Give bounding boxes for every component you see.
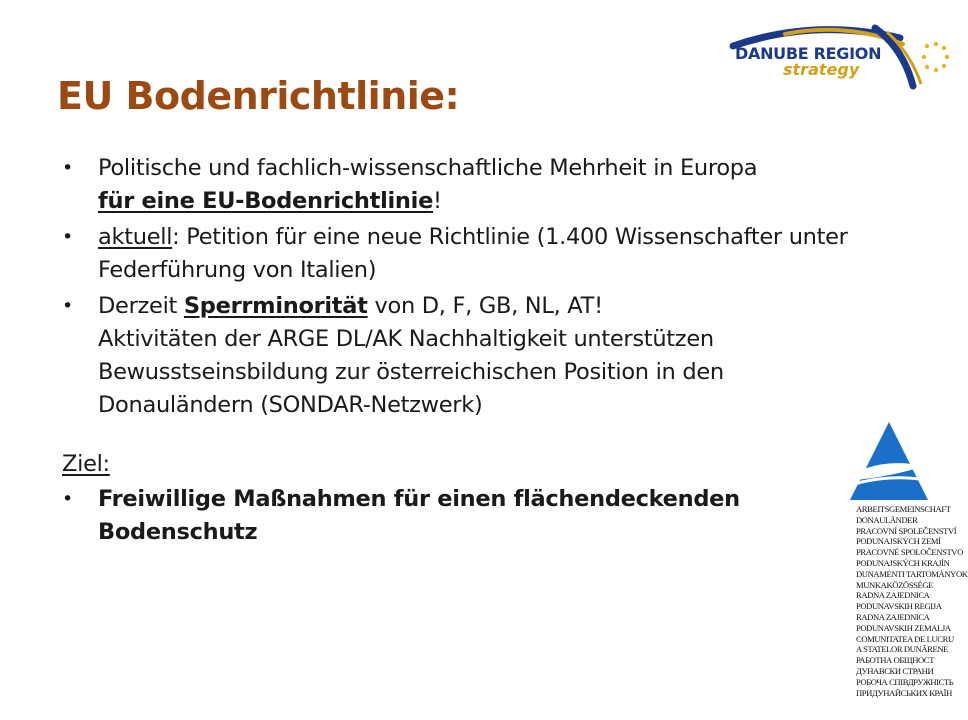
danube-logo-subtitle: strategy: [783, 60, 860, 79]
arge-logo-line: RADNA ZAJEDNICA: [856, 590, 930, 601]
arge-logo-line: MUNKAKÖZÖSSÉGE: [856, 579, 933, 590]
arge-logo-line: ARBEITSGEMEINSCHAFT: [856, 504, 951, 514]
arge-logo-line: A STATELOR DUNĂRENE: [856, 644, 948, 655]
arge-logo-line: RADNA ZAJEDNICA: [856, 611, 930, 622]
bullet-marker: •: [62, 157, 73, 179]
bullet-marker: •: [62, 488, 73, 510]
bullet-item: [62, 290, 912, 422]
bullet-3-after: von D, F, GB, NL, AT!: [367, 293, 603, 319]
arge-logo-line: PODUNAVSKIH ZEMALJA: [856, 622, 951, 633]
arge-logo-line: PODUNAVSKIH REGIJA: [856, 601, 942, 612]
bullet-1-after: !: [433, 188, 442, 214]
bullet-3-continuation: Aktivitäten der ARGE DL/AK Nachhaltigkeit unterstützen Bewusstseinsbildung zur österreichischen Position in den Donauländern (SONDAR-Netzwerk): [98, 326, 724, 418]
arge-logo-line: DONAULÄNDER: [856, 514, 918, 525]
bullet-3-underlined: Sperrminorität: [183, 293, 368, 319]
arge-logo-line: РАБОТНА ОБЩНОСТ: [856, 655, 935, 666]
bullet-item: [62, 483, 912, 549]
ziel-bullet-text: Freiwillige Maßnahmen für einen flächendeckenden Bodenschutz: [98, 486, 740, 545]
bullet-1-text: Politische und fachlich-wissenschaftliche Mehrheit in Europa: [98, 155, 758, 181]
danube-region-logo: [725, 24, 953, 88]
arge-text-block: [856, 504, 968, 698]
ziel-heading: Ziel:: [62, 451, 110, 477]
arge-logo-line: ДУНАВСКИ СТРАНИ: [856, 665, 934, 676]
arge-logo-line: PODUNAJSKÝCH KRAJÍN: [856, 557, 950, 568]
arge-logo-line: DUNAMENTI TARTOMÁNYOK: [856, 568, 968, 579]
bullet-2-underlined: aktuell: [98, 224, 173, 250]
arge-logo-line: PRACOVNÍ SPOLEČENSTVÍ: [856, 525, 957, 536]
arge-logo-line: COMUNITATEA DE LUCRU: [856, 633, 954, 644]
arge-logo-line: PODUNAJSKÝCH ZEMÍ: [856, 536, 941, 547]
slide-body: [62, 152, 912, 552]
bullet-item: [62, 221, 912, 287]
slide-title: EU Bodenrichtlinie:: [57, 74, 460, 118]
bullet-marker: •: [62, 226, 73, 248]
bullet-2-text: : Petition für eine neue Richtlinie (1.400 Wissenschafter unter Federführung von Italien): [98, 224, 848, 283]
arge-logo-line: PRACOVNÉ SPOLOČENSTVO: [856, 547, 963, 558]
arge-logo-line: РОБОЧА СПІВДРУЖНІСТЬ: [856, 676, 954, 687]
bullet-item: [62, 152, 912, 218]
bullet-3-before: Derzeit: [98, 293, 184, 319]
arge-donaulaender-logo: [848, 420, 968, 698]
bullet-marker: •: [62, 295, 73, 317]
triangle-logo-icon: [848, 420, 930, 502]
bullet-1-underlined: für eine EU-Bodenrichtlinie: [98, 188, 434, 214]
danube-logo-title: DANUBE REGION: [735, 44, 882, 63]
arge-logo-line: ПРИДУНАЙСЬКИХ КРАЇН: [856, 687, 952, 698]
